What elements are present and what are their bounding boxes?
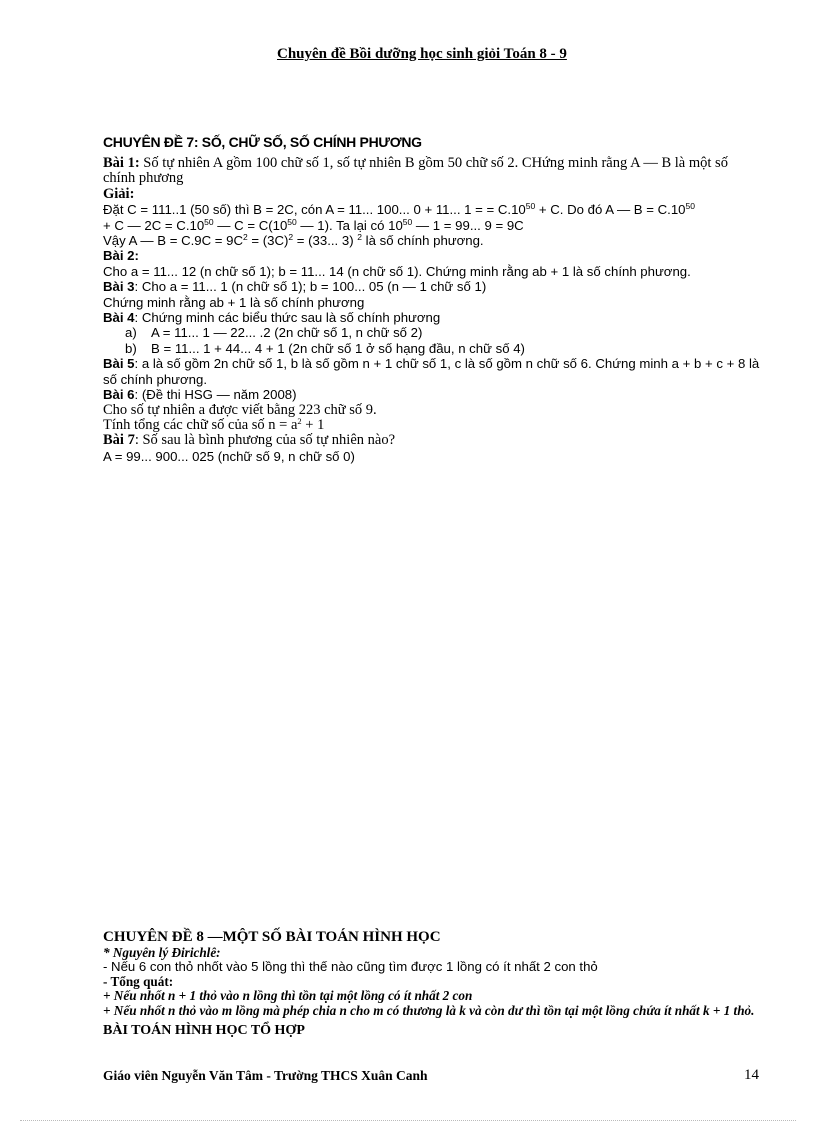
bai4-b-marker: b) [125, 340, 137, 356]
sol1-a-sup1: 50 [525, 201, 536, 212]
solution-line-3 [103, 233, 763, 248]
bai7-line [103, 433, 763, 448]
bai4-line [103, 310, 763, 325]
bai3-text-2: Chứng minh rằng ab + 1 là số chính phương [103, 294, 365, 310]
bai7-label: Bài 7 [103, 432, 135, 449]
sol1-c-mid: = (3C) [247, 233, 289, 249]
bai5-label: Bài 5 [103, 356, 135, 372]
bai4-item-b [103, 341, 763, 356]
bai4-text: : Chứng minh các biểu thức sau là số chính phương [134, 310, 441, 326]
bai2-label: Bài 2: [103, 248, 139, 264]
sol1-b-mid: — C = C(10 [213, 217, 288, 233]
page-bottom-divider [20, 1120, 796, 1121]
sol1-b: + C — 2C = C.10 [103, 217, 205, 233]
page-number: 14 [744, 1067, 759, 1083]
bai4-item-a [103, 325, 763, 340]
general-heading: - Tổng quát: [103, 973, 174, 989]
section-7-title: CHUYÊN ĐỀ 7: SỐ, CHỮ SỐ, SỐ CHÍNH PHƯƠNG [103, 134, 422, 150]
sol1-a-sup2: 50 [685, 201, 695, 212]
sol1-c-sup2: 2 [288, 232, 294, 243]
bai6-label: Bài 6 [103, 387, 135, 403]
sol1-c-sup3: 2 [357, 232, 363, 243]
dirichlet-heading: * Nguyên lý Đirichlê: [103, 945, 221, 960]
giai-label: Giải: [103, 185, 135, 202]
bai1-line [103, 156, 763, 187]
bai6-line [103, 387, 763, 402]
bai6-line-3 [103, 415, 763, 433]
bai7-text: : Số sau là bình phương của số tự nhiên nào? [134, 432, 396, 449]
bai5-text: : a là số gồm 2n chữ số 1, b là số gồm n + 1 chữ số 1, c là số gồm n chữ số 6. Chứng minh a + b + c + 8 là số chính phương. [103, 356, 760, 387]
sol1-b-sup3: 50 [402, 216, 413, 227]
bai6-line3-end: + 1 [301, 416, 325, 433]
combinatorial-geometry-heading: BÀI TOÁN HÌNH HỌC TỔ HỢP [103, 1023, 305, 1039]
bai4-label: Bài 4 [103, 310, 135, 326]
sol1-b-sup2: 50 [287, 216, 297, 227]
footer-teacher: Giáo viên Nguyễn Văn Tâm - Trường THCS Xuân Canh [103, 1068, 428, 1083]
section-7 [103, 134, 763, 464]
sol1-a-mid: + C. Do đó A — B = C.10 [535, 202, 686, 218]
bai3-line [103, 279, 763, 294]
sol1-c-end: là số chính phương. [362, 233, 484, 249]
sol1-b-end: — 1 = 99... 9 = 9C [412, 217, 524, 233]
section-8 [103, 929, 763, 1039]
general-rule-1: + Nếu nhốt n + 1 thỏ vào n lồng thì tồn tại một lồng có ít nhất 2 con [103, 988, 473, 1004]
section-8-title: CHUYÊN ĐỀ 8 —MỘT SỐ BÀI TOÁN HÌNH HỌC [103, 929, 441, 945]
sol1-b-mid2: — 1). Ta lại có 10 [296, 217, 403, 233]
bai6-line3-pre: Tính tổng các chữ số của số n = a [103, 416, 298, 433]
dirichlet-example: - Nếu 6 con thỏ nhốt vào 5 lồng thì thế nào cũng tìm được 1 lồng có ít nhất 2 con thỏ [103, 959, 598, 975]
sol1-c-mid2: = (33... 3) [293, 233, 358, 249]
sol1-c-sup1: 2 [243, 232, 248, 243]
bai7-line-2: A = 99... 900... 025 (nchữ số 9, n chữ số 0) [103, 448, 355, 464]
bai3-text: : Cho a = 11... 1 (n chữ số 1); b = 100... 05 (n — 1 chữ số 1) [134, 279, 487, 295]
bai6-line3-sup: 2 [297, 415, 302, 426]
solution-line-2 [103, 218, 763, 233]
bai1-label: Bài 1: [103, 155, 140, 171]
bai4-a-text: A = 11... 1 — 22... .2 (2n chữ số 1, n chữ số 2) [151, 325, 423, 341]
bai5-line [103, 356, 763, 387]
bai4-a-marker: a) [125, 325, 137, 341]
sol1-a: Đặt C = 111..1 (50 số) thì B = 2C, cón A = 11... 100... 0 + 11... 1 = = C.10 [103, 202, 526, 218]
bai1-text: Số tự nhiên A gồm 100 chữ số 1, số tự nhiên B gồm 50 chữ số 2. CHứng minh rằng A — B là một số chính phương [103, 155, 728, 187]
bai2-text: Cho a = 11... 12 (n chữ số 1); b = 11... 14 (n chữ số 1). Chứng minh rằng ab + 1 là số chính phương. [103, 263, 691, 279]
solution-line-1 [103, 202, 763, 217]
page-header: Chuyên đề Bồi dưỡng học sinh giỏi Toán 8 - 9 [277, 46, 567, 62]
general-rule-2: + Nếu nhốt n thỏ vào m lồng mà phép chia n cho m có thương là k và còn dư thì tồn tại một lồng chứa ít nhất k + 1 thỏ. [103, 1002, 755, 1018]
bai3-label: Bài 3 [103, 279, 135, 295]
bai4-b-text: B = 11... 1 + 44... 4 + 1 (2n chữ số 1 ở số hạng đầu, n chữ số 4) [151, 340, 525, 356]
sol1-c-pre: Vậy A — B = C.9C = 9C [103, 233, 243, 249]
sol1-b-sup1: 50 [204, 216, 214, 227]
bai6-text: : (Đề thi HSG — năm 2008) [134, 387, 297, 403]
bai6-line-2: Cho số tự nhiên a được viết bằng 223 chữ số 9. [103, 401, 377, 418]
